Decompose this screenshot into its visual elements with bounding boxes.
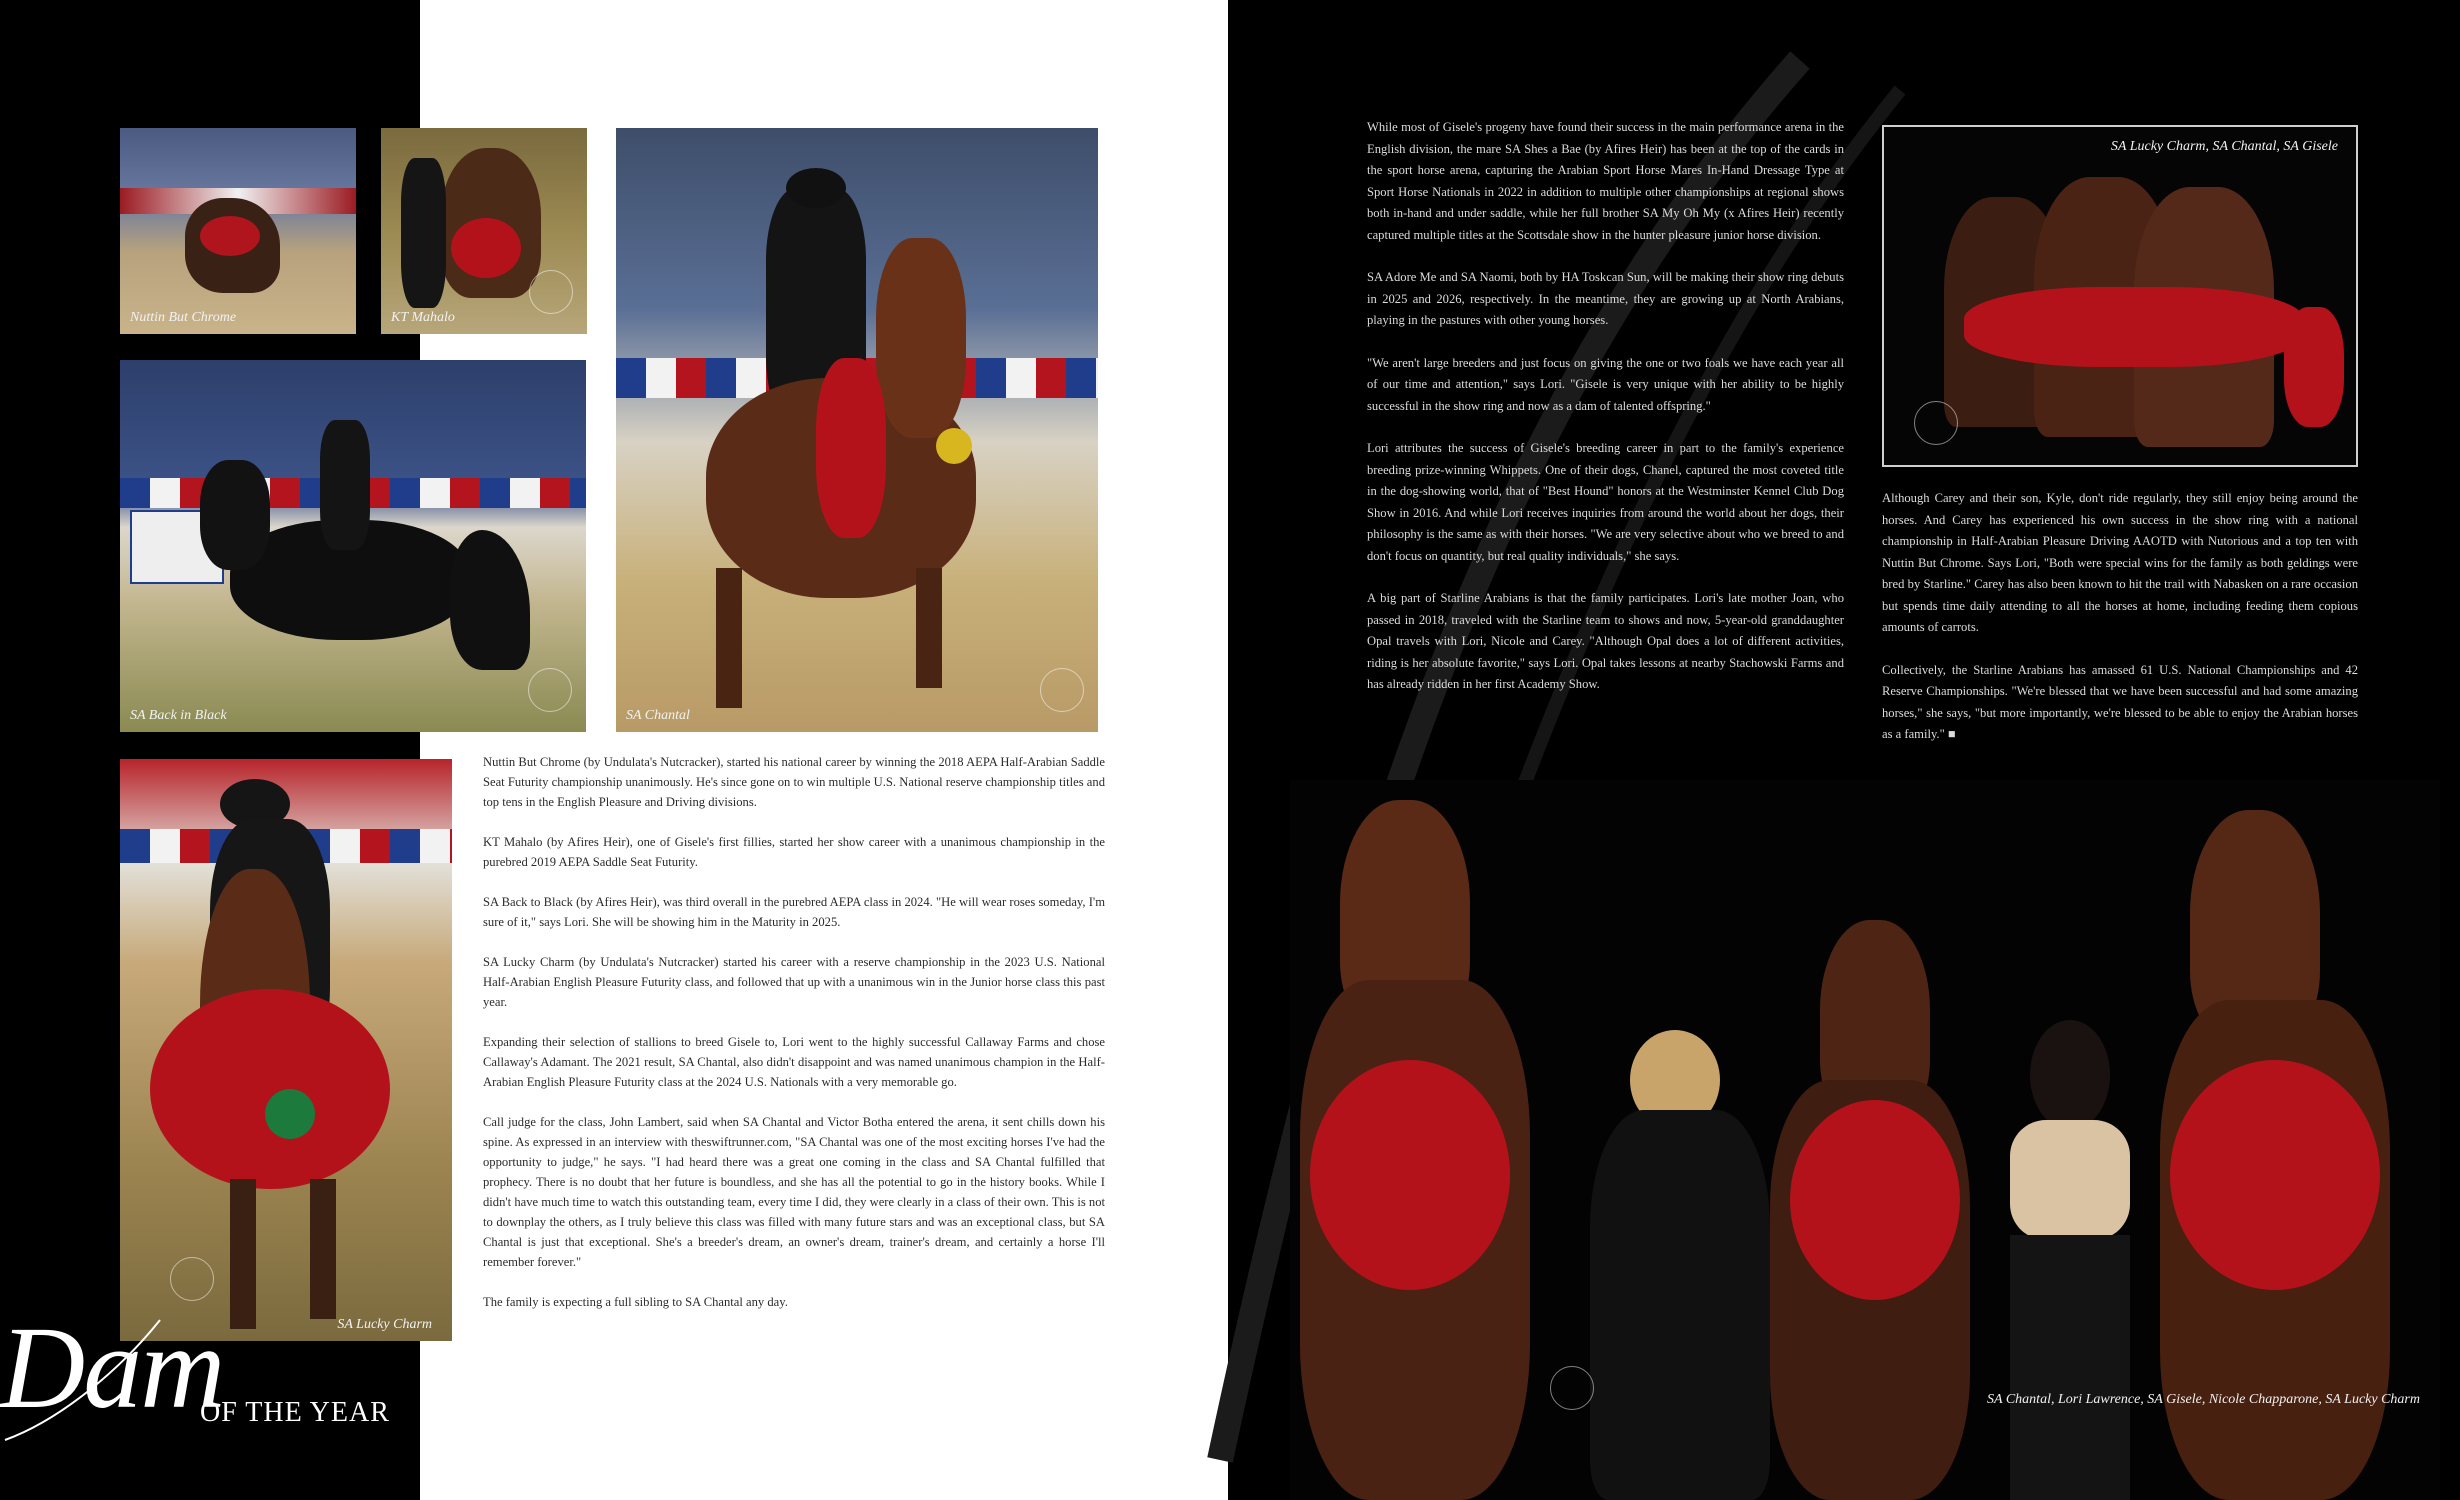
photo-nuttin-but-chrome [120,128,356,334]
paragraph: Lori attributes the success of Gisele's breeding career in part to the family's experience breeding prize-winning Whippets. One of their dogs, Chanel, captured the most coveted title in the dog-showing world, that of "Best Hound" honors at the Westminster Kennel Club Dog Show in 2016. And while Lori receives inquiries from around the world about her dogs, their philosophy is the same as with their horses. "We are very selective about who we breed to and don't focus on quantity, but real quality individuals," she says. [1367,441,1844,563]
caption-nuttin-but-chrome: Nuttin But Chrome [130,310,237,325]
paragraph: Nuttin But Chrome (by Undulata's Nutcracker), started his national career by winning the 2018 AEPA Half-Arabian Saddle Seat Futurity championship unanimously. He's since gone on to win multiple U.S. National reserve championship titles and top tens in the English Pleasure and Driving divisions. [483,755,1105,809]
photo-group-horses-and-owners [1290,780,2440,1500]
right-article-column-2 [1882,488,2358,767]
heading-script-word: Dam [0,1302,224,1433]
photo-sa-back-in-black [120,360,586,732]
paragraph: Collectively, the Starline Arabians has amassed 61 U.S. National Championships and 42 Reserve Championships. "We're blessed that we have been successful and had some amazing horses," she says, "but more importantly, we're blessed to be able to enjoy the Arabian horses as a family." ■ [1882,662,2358,741]
photo-kt-mahalo [381,128,587,334]
heading-subtitle: OF THE YEAR [200,1397,390,1428]
photo-trio-horses [1882,125,2358,467]
right-article-column-1 [1367,117,1844,717]
paragraph: Expanding their selection of stallions to breed Gisele to, Lori went to the highly successful Callaway Farms and chose Callaway's Adamant. The 2021 result, SA Chantal, also didn't disappoint and was named unanimous champion in the Half-Arabian English Pleasure Futurity class at the 2024 U.S. Nationals with a very memorable go. [483,1035,1105,1089]
left-article-column [483,752,1105,1332]
paragraph: Call judge for the class, John Lambert, said when SA Chantal and Victor Botha entered the arena, it sent chills down his spine. As expressed in an interview with theswiftrunner.com, "SA Chantal was one of the most exciting horses I've had the opportunity to judge," he says. "I had heard there was a great one coming in the class and SA Chantal fulfilled that prophecy. There is no doubt that her future is boundless, and she has all the potential to go in the history books. While I didn't have much time to watch this outstanding team, every time I did, they were clearly in a class of their own. This is not to downplay the others, as I truly believe this class was filled with many future stars and was an exceptional class, but SA Chantal is just that exceptional. She's a breeder's dream, an owner's dream, trainer's dream, and certainly a horse I'll remember forever." [483,1115,1105,1269]
paragraph: KT Mahalo (by Afires Heir), one of Gisele's first fillies, started her show career with a unanimous championship in the purebred 2019 AEPA Saddle Seat Futurity. [483,835,1105,869]
caption-sa-lucky-charm: SA Lucky Charm [337,1317,432,1332]
photographer-signature-icon [528,668,572,712]
photographer-signature-icon [1550,1366,1594,1410]
paragraph: While most of Gisele's progeny have found their success in the main performance arena in the English division, the mare SA Shes a Bae (by Afires Heir) has been at the top of the cards in the sport horse arena, capturing the Arabian Sport Horse Mares In-Hand Dressage Type at Sport Horse Nationals in 2022 in addition to multiple other championships at regional shows both in-hand and under saddle, while her full brother SA My Oh My (x Afires Heir) recently captured multiple titles at the Scottsdale show in the hunter pleasure junior horse division. [1367,120,1844,242]
paragraph: SA Lucky Charm (by Undulata's Nutcracker) started his career with a reserve championship in the 2023 U.S. National Half-Arabian English Pleasure Futurity class, and followed that up with a unanimous win in the Junior horse class this past year. [483,955,1105,1009]
photographer-signature-icon [529,270,573,314]
paragraph: A big part of Starline Arabians is that the family participates. Lori's late mother Joan, who passed in 2018, traveled with the Starline team to shows and now, 5-year-old granddaughter Opal travels with Lori, Nicole and Carey. "Although Opal does a lot of different activities, riding is her absolute favorite," says Lori. Opal takes lessons at nearby Stachowski Farms and has already ridden in her first Academy Show. [1367,591,1844,691]
caption-kt-mahalo: KT Mahalo [391,310,455,325]
caption-sa-chantal: SA Chantal [626,708,690,723]
photo-sa-chantal [616,128,1098,732]
paragraph: SA Back to Black (by Afires Heir), was third overall in the purebred AEPA class in 2024. "He will wear roses someday, I'm sure of it," says Lori. She will be showing him in the Maturity in 2025. [483,895,1105,929]
caption-trio-horses: SA Lucky Charm, SA Chantal, SA Gisele [2110,139,2338,154]
paragraph: "We aren't large breeders and just focus on giving the one or two foals we have each year all of our time and attention," says Lori. "Gisele is very unique with her ability to be highly successful in the show ring and now as a dam of talented offspring." [1367,355,1844,413]
paragraph: Although Carey and their son, Kyle, don't ride regularly, they still enjoy being around the horses. And Carey has experienced his own success in the show ring with a national championship in Half-Arabian Pleasure Driving AAOTD with Nutorious and a top ten with Nuttin But Chrome. Says Lori, "Both were special wins for the family as both geldings were bred by Starline." Carey has also been known to hit the trail with Nabasken on a rare occasion but spends time daily attending to all the horses at home, including feeding them copious amounts of carrots. [1882,491,2358,634]
photographer-signature-icon [1040,668,1084,712]
caption-group-photo: SA Chantal, Lori Lawrence, SA Gisele, Nicole Chapparone, SA Lucky Charm [1987,1392,2420,1407]
photographer-signature-icon [170,1257,214,1301]
caption-sa-back-in-black: SA Back in Black [130,708,227,723]
paragraph: The family is expecting a full sibling to SA Chantal any day. [483,1295,788,1309]
photo-sa-lucky-charm [120,759,452,1341]
photographer-signature-icon [1914,401,1958,445]
paragraph: SA Adore Me and SA Naomi, both by HA Toskcan Sun, will be making their show ring debuts in 2025 and 2026, respectively. In the meantime, they are growing up at North Arabians, playing in the pastures with other young horses. [1367,270,1844,327]
